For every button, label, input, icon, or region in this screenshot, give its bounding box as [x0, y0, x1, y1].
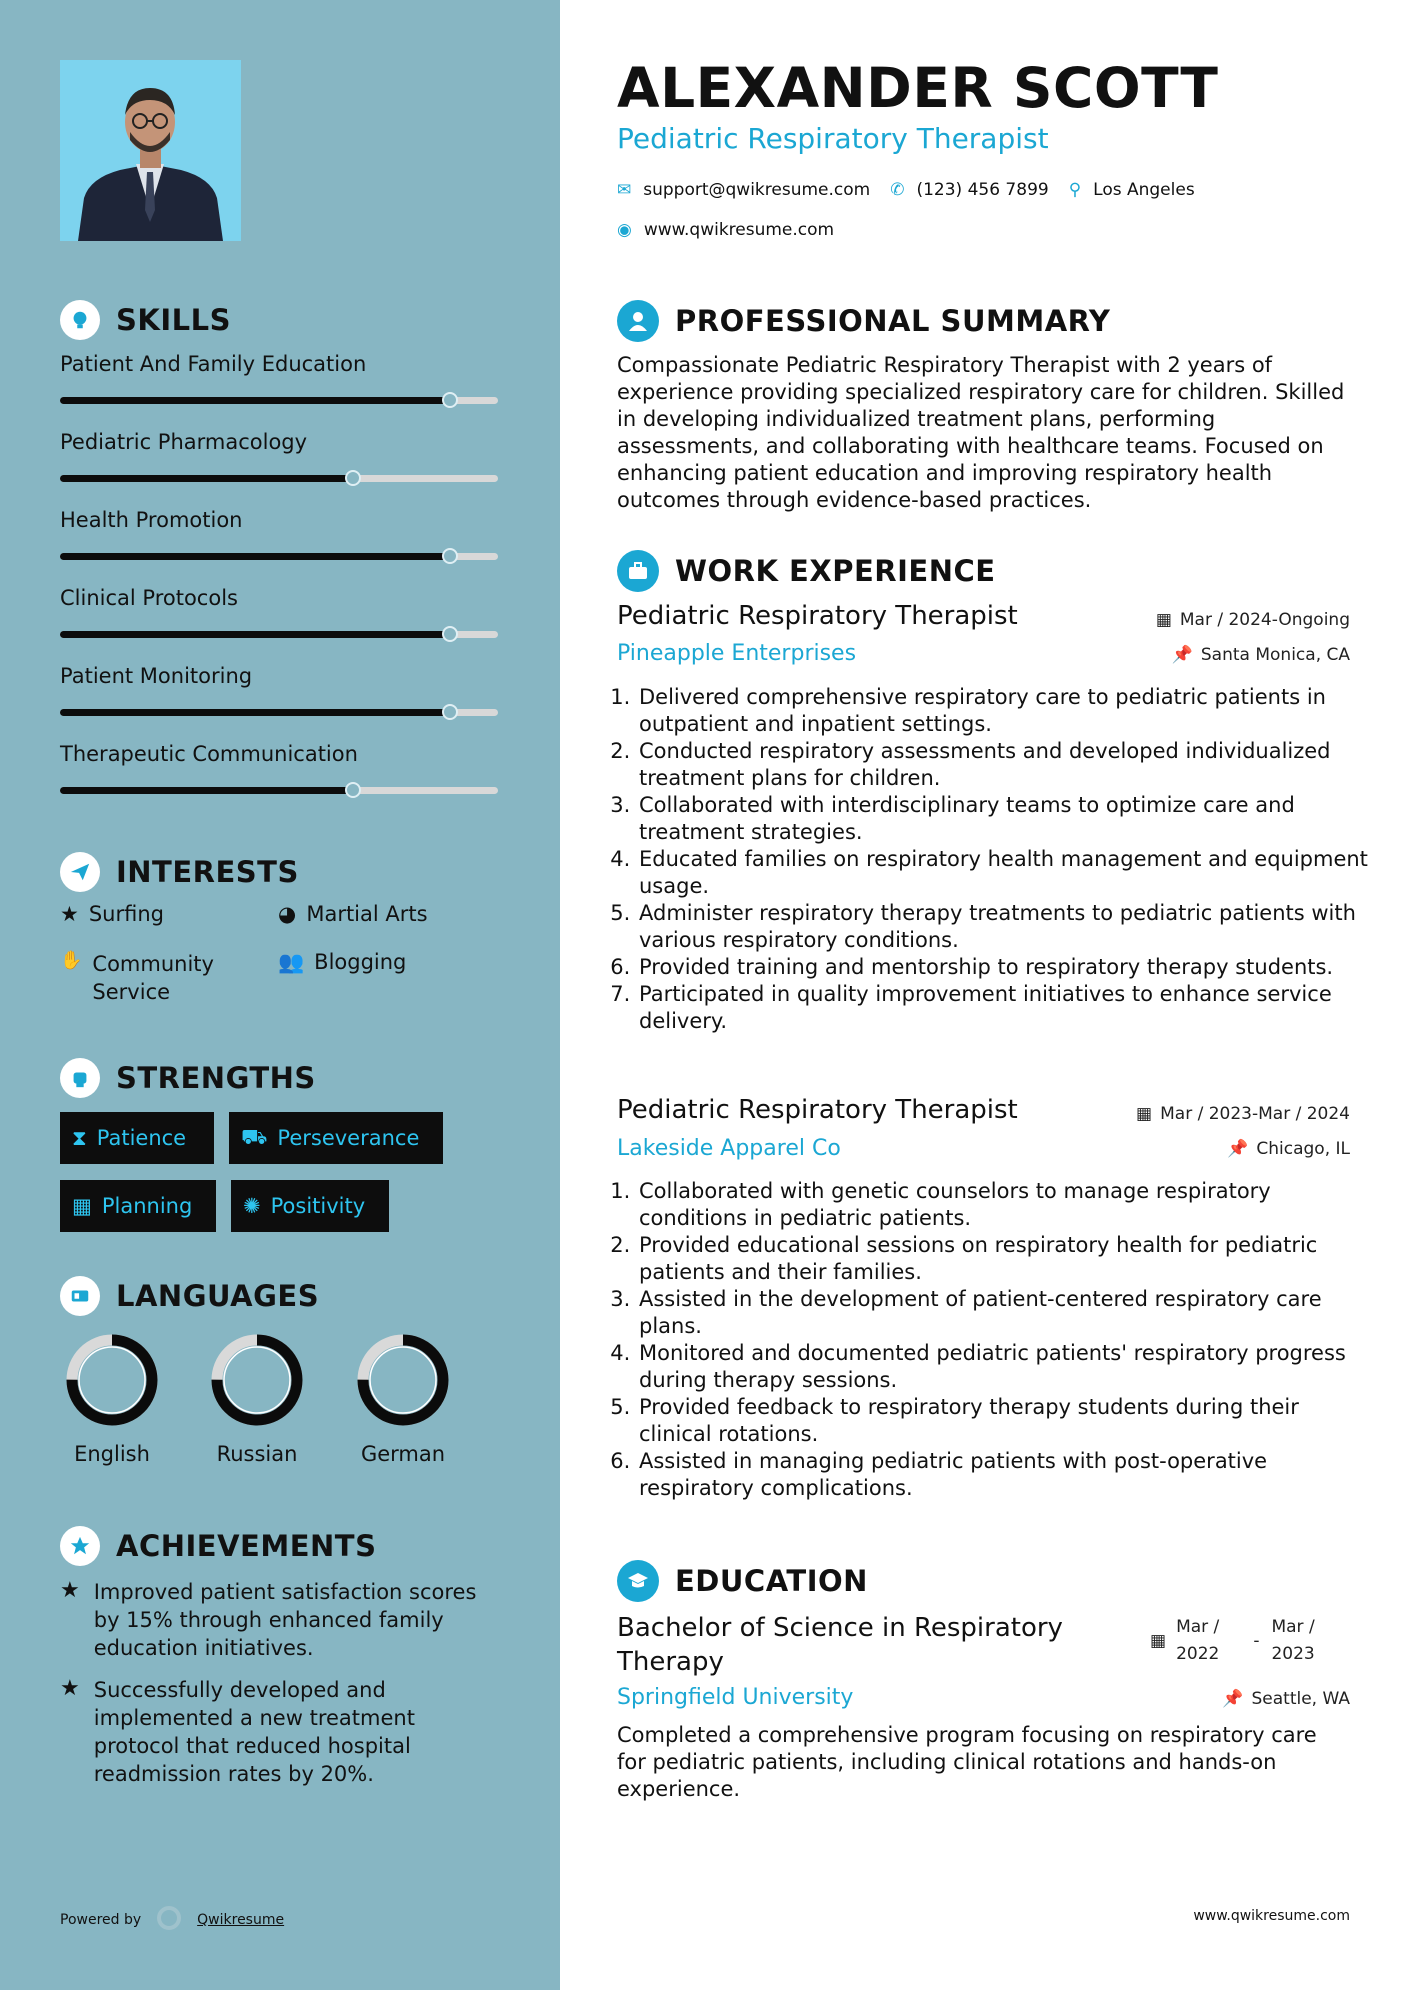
duty-item: 5. Provided feedback to respiratory therapy students during their clinical rotations. [637, 1394, 1372, 1448]
calendar-icon: ▦ [1155, 610, 1172, 630]
star-icon: ★ [60, 902, 79, 926]
skill-bar-fill [60, 709, 450, 716]
interest-label: Surfing [88, 902, 164, 926]
achievements-title: ACHIEVEMENTS [116, 1529, 377, 1563]
graduation-cap-icon [617, 1560, 659, 1602]
summary-title: PROFESSIONAL SUMMARY [675, 304, 1111, 338]
education-title: EDUCATION [675, 1564, 868, 1598]
languages-title: LANGUAGES [116, 1279, 320, 1313]
sidebar [0, 0, 560, 1990]
school-location-text: Seattle, WA [1251, 1689, 1350, 1709]
shooting-star-icon: ★ [60, 1578, 80, 1603]
map-pin-icon: ⚲ [1068, 180, 1082, 200]
job-title: Pediatric Respiratory Therapist [617, 601, 1018, 631]
skill-bar-knob [442, 392, 458, 408]
job-duties-list [617, 684, 1372, 1035]
calendar-icon: ▦ [1150, 1631, 1167, 1651]
pushpin-icon: 📌 [1222, 1689, 1244, 1709]
skill-bar [60, 709, 498, 716]
start-year: 2022 [1176, 1644, 1220, 1664]
language-item [343, 1332, 463, 1466]
end-month: Mar / [1271, 1617, 1315, 1637]
date-dash: - [1253, 1631, 1260, 1651]
skill-name: Patient And Family Education [60, 352, 367, 376]
strength-label: Planning [101, 1194, 193, 1218]
skill-name: Health Promotion [60, 508, 243, 532]
school-location [1222, 1689, 1350, 1709]
skill-bar-fill [60, 787, 353, 794]
duty-item: 6. Provided training and mentorship to respiratory therapy students. [637, 954, 1372, 981]
duty-item: 1. Delivered comprehensive respiratory care to pediatric patients in outpatient and inpatient settings. [637, 684, 1372, 738]
job-date-text: Mar / 2024-Ongoing [1179, 610, 1350, 630]
paper-plane-icon [60, 852, 100, 892]
interests-title: INTERESTS [116, 855, 299, 889]
skill-name: Patient Monitoring [60, 664, 253, 688]
job-location [1172, 645, 1350, 665]
globe-icon: ◉ [617, 220, 632, 240]
language-item [197, 1332, 317, 1466]
duty-item: 6. Assisted in managing pediatric patients with post-operative respiratory complications. [637, 1448, 1372, 1502]
skill-bar-fill [60, 475, 353, 482]
strength-label: Perseverance [277, 1126, 420, 1150]
strength-label: Positivity [270, 1194, 366, 1218]
skill-bar-knob [442, 704, 458, 720]
achievement-item [60, 1578, 480, 1662]
skill-bar-knob [442, 548, 458, 564]
interest-item [278, 950, 406, 975]
candidate-name: ALEXANDER SCOTT [617, 56, 1219, 120]
footer-website[interactable]: www.qwikresume.com [1193, 1908, 1350, 1924]
end-date [1271, 1614, 1314, 1668]
skill-bar [60, 631, 498, 638]
job-location [1227, 1139, 1350, 1159]
job-location-text: Santa Monica, CA [1200, 645, 1350, 665]
interest-label: Martial Arts [306, 902, 428, 926]
job-location-text: Chicago, IL [1256, 1139, 1350, 1159]
skills-title: SKILLS [116, 303, 231, 337]
website-link[interactable]: www.qwikresume.com [643, 220, 835, 240]
fist-icon [60, 1058, 100, 1098]
shooting-star-icon: ★ [60, 1676, 80, 1701]
lightbulb-icon [60, 300, 100, 340]
education-text: Completed a comprehensive program focusing on respiratory care for pediatric patients, including clinical rotations and hands-on experience. [617, 1723, 1317, 1801]
contact-row [617, 180, 1195, 200]
skill-bar [60, 475, 498, 482]
calendar-icon: ▦ [72, 1194, 92, 1218]
job-duties-list [617, 1178, 1372, 1502]
duty-item: 3. Assisted in the development of patient-centered respiratory care plans. [637, 1286, 1372, 1340]
skill-name: Clinical Protocols [60, 586, 238, 610]
job-title: Pediatric Respiratory Therapist [617, 1095, 1018, 1125]
skill-bar-fill [60, 553, 450, 560]
pushpin-icon: 📌 [1227, 1139, 1249, 1159]
strength-label: Patience [96, 1126, 187, 1150]
language-ring-inner [224, 1347, 290, 1413]
skill-bar-knob [442, 626, 458, 642]
duty-item: 2. Conducted respiratory assessments and developed individualized treatment plans for children. [637, 738, 1372, 792]
language-item [52, 1332, 172, 1466]
job-company: Pineapple Enterprises [617, 641, 857, 666]
main-content [560, 0, 1407, 1990]
education-heading [617, 1560, 868, 1602]
duty-item: 4. Monitored and documented pediatric patients' respiratory progress during therapy sessions. [637, 1340, 1372, 1394]
powered-by [60, 1904, 284, 1936]
strength-tag [231, 1180, 389, 1232]
language-ring [197, 1332, 317, 1432]
skill-bar-fill [60, 397, 450, 404]
qwikresume-logo-icon [155, 1904, 183, 1936]
strengths-title: STRENGTHS [116, 1061, 316, 1095]
envelope-icon: ✉ [617, 180, 632, 200]
education-dates [1150, 1614, 1315, 1668]
skill-bar [60, 553, 498, 560]
user-icon [617, 300, 659, 342]
interest-label: Community Service [92, 952, 214, 1004]
calendar-icon: ▦ [1136, 1104, 1153, 1124]
languages-heading [60, 1276, 319, 1316]
duty-item: 5. Administer respiratory therapy treatments to pediatric patients with various respiratory conditions. [637, 900, 1372, 954]
job-date [1136, 1104, 1350, 1124]
strengths-heading [60, 1058, 316, 1098]
person-avatar-icon [60, 60, 241, 241]
skill-name: Pediatric Pharmacology [60, 430, 308, 454]
binoculars-icon: ⛟ [241, 1124, 268, 1149]
summary-text: Compassionate Pediatric Respiratory Therapist with 2 years of experience providing specialized respiratory care for children. Skilled in developing individualized treatment plans, performing assessments, and collaborating with healthcare teams. Focused on enhancing patient education and improving respiratory health outcomes through evidence-based practices. [617, 353, 1345, 512]
language-ring [343, 1332, 463, 1432]
phone-text: (123) 456 7899 [916, 180, 1049, 200]
achievement-text: Successfully developed and implemented a new treatment protocol that reduced hospital readmission rates by 20%. [93, 1678, 415, 1786]
interest-item [60, 902, 164, 926]
interest-item [60, 950, 250, 1006]
start-month: Mar / [1176, 1617, 1220, 1637]
location-text: Los Angeles [1093, 180, 1195, 200]
interests-heading [60, 852, 299, 892]
start-date [1176, 1614, 1219, 1668]
profile-photo [60, 60, 241, 241]
id-card-icon [60, 1276, 100, 1316]
job-date [1156, 610, 1350, 630]
degree-title: Bachelor of Science in Respiratory Therapy [617, 1613, 1063, 1677]
skill-bar [60, 397, 498, 404]
language-label: Russian [216, 1442, 298, 1466]
users-icon: 👥 [278, 950, 305, 974]
pushpin-icon: 📌 [1171, 645, 1193, 665]
language-label: German [360, 1442, 446, 1466]
skill-bar-fill [60, 631, 450, 638]
summary-heading [617, 300, 1110, 342]
end-year: 2023 [1271, 1644, 1315, 1664]
duty-item: 2. Provided educational sessions on respiratory health for pediatric patients and their families. [637, 1232, 1372, 1286]
email-link[interactable]: support@qwikresume.com [643, 180, 871, 200]
star-badge-icon [60, 1526, 100, 1566]
phone-icon: ✆ [890, 180, 905, 200]
qwikresume-link[interactable]: Qwikresume [197, 1912, 285, 1928]
strength-tag [229, 1112, 443, 1164]
strength-tag [60, 1112, 214, 1164]
school-name: Springfield University [617, 1685, 854, 1710]
powered-by-label: Powered by [60, 1912, 142, 1928]
skills-heading [60, 300, 231, 340]
sun-icon: ✺ [243, 1194, 261, 1218]
strength-tag [60, 1180, 216, 1232]
duty-item: 1. Collaborated with genetic counselors to manage respiratory conditions in pediatric patients. [637, 1178, 1372, 1232]
skill-name: Therapeutic Communication [60, 742, 358, 766]
language-ring-inner [370, 1347, 436, 1413]
hourglass-icon: ⧗ [72, 1125, 87, 1150]
globe-icon: ◕ [278, 902, 297, 926]
skill-bar [60, 787, 498, 794]
achievement-text: Improved patient satisfaction scores by 15% through enhanced family education initiatives. [93, 1580, 477, 1660]
skill-bar-knob [345, 782, 361, 798]
achievement-item [60, 1676, 480, 1788]
candidate-role: Pediatric Respiratory Therapist [617, 122, 1049, 155]
duty-item: 7. Participated in quality improvement initiatives to enhance service delivery. [637, 981, 1372, 1035]
job-date-text: Mar / 2023-Mar / 2024 [1160, 1104, 1350, 1124]
language-label: English [74, 1442, 150, 1466]
briefcase-icon [617, 550, 659, 592]
work-title: WORK EXPERIENCE [675, 554, 996, 588]
achievements-heading [60, 1526, 376, 1566]
language-ring-inner [79, 1347, 145, 1413]
interest-label: Blogging [314, 950, 407, 974]
duty-item: 4. Educated families on respiratory health management and equipment usage. [637, 846, 1372, 900]
hand-icon: ✋ [60, 950, 83, 971]
job-company: Lakeside Apparel Co [617, 1136, 841, 1161]
duty-item: 3. Collaborated with interdisciplinary teams to optimize care and treatment strategies. [637, 792, 1372, 846]
skill-bar-knob [345, 470, 361, 486]
website-row [617, 220, 834, 240]
work-heading [617, 550, 996, 592]
language-ring [52, 1332, 172, 1432]
interest-item [278, 902, 428, 926]
